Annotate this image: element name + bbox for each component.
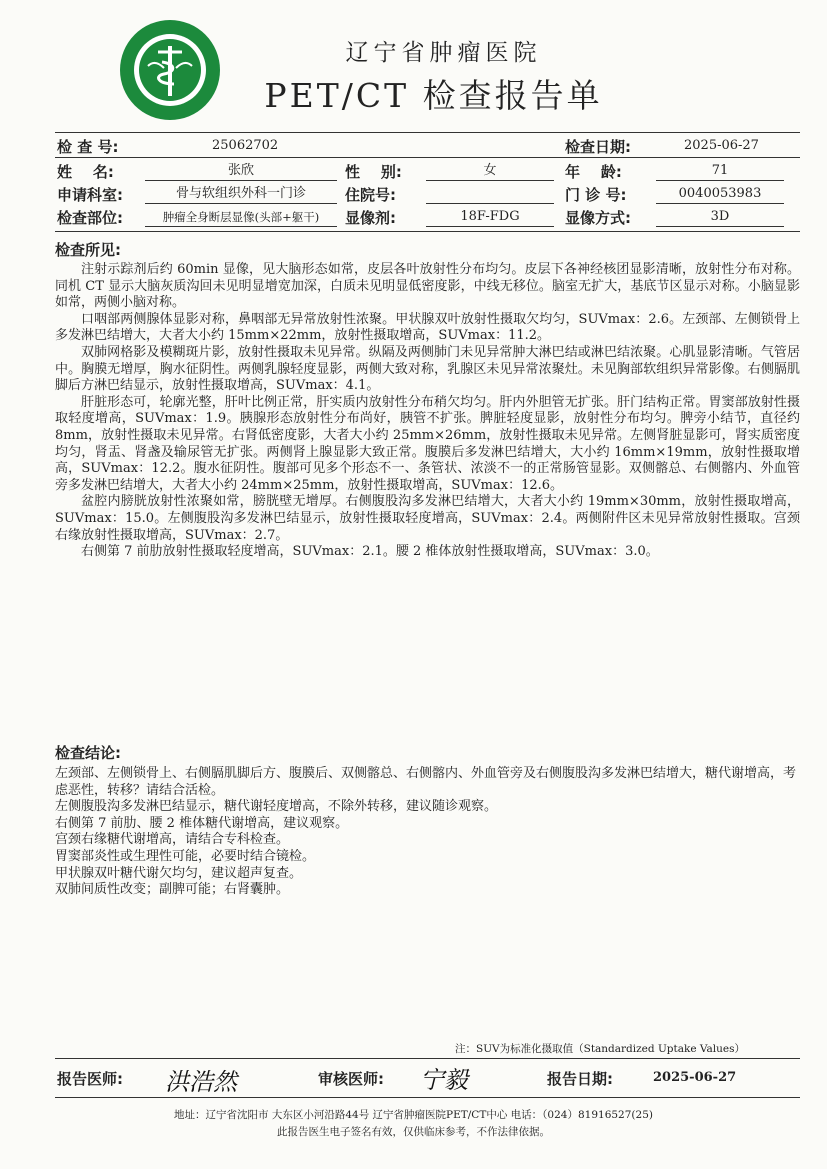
conclusion-line: 甲状腺双叶糖代谢欠均匀，建议超声复查。 — [55, 865, 303, 881]
conclusion-line: 宫颈右缘糖代谢增高，请结合专科检查。 — [55, 832, 290, 848]
gender-label: 性 别: — [345, 163, 402, 181]
findings-paragraph: 肝脏形态可，轮廓光整，肝叶比例正常，肝实质内放射性分布稍欠均匀。肝内外胆管无扩张。肝门结构正常。胃窦部放射性摄取轻度增高，SUVmax：1.9。胰腺形态放射性分布尚好，胰管不扩张。脾脏轻度显影，放射性分布均匀。脾旁小结节，直径约 8mm，放射性摄取未见异常。右肾低密度影，大者大小约 25mm×26mm，放射性摄取未见异常。左侧肾脏显影可，肾实质密度均匀，肾盂、肾盏及输尿管无扩张。两侧肾上腺显影大致正常。腹膜后多发淋巴结增大，大小约 16mm×19mm，放射性摄取增高，SUVmax：12.2。腹水征阴性。腹部可见多个形态不一、条管状、浓淡不一的正常肠管显影。双侧髂总、右侧髂内、外血管旁多发淋巴结增大，大者大小约 24mm×25mm，放射性摄取增高，SUVmax：12.6。 — [55, 394, 800, 493]
conclusion-heading: 检查结论: — [55, 744, 121, 762]
doctor-signature: 洪浩然 — [165, 1068, 237, 1096]
footer-divider — [55, 1097, 800, 1098]
inpatient-label: 住院号: — [345, 186, 396, 204]
findings-paragraph: 双肺网格影及模糊斑片影，放射性摄取未见异常。纵隔及两侧肺门未见异常肿大淋巴结或淋巴结浓聚。心肌显影清晰。气管居中。胸膜无增厚，胸水征阴性。两侧乳腺轻度显影，两侧大致对称，乳腺区未见异常浓聚灶。未见胸部软组织异常影像。右侧膈肌脚后方淋巴结显示，放射性摄取增高，SUVmax：4.1。 — [55, 344, 800, 394]
part-label: 检查部位: — [57, 209, 123, 227]
meta-bottom-divider — [55, 231, 800, 232]
inpatient-value — [426, 185, 554, 204]
findings-paragraph: 右侧第 7 前肋放射性摄取轻度增高，SUVmax：2.1。腰 2 椎体放射性摄取增高，SUVmax：3.0。 — [81, 544, 659, 560]
outpatient-value: 0040053983 — [656, 185, 784, 204]
part-value: 肿瘤全身断层显像(头部+躯干) — [145, 208, 337, 227]
suv-note: 注：SUV为标准化摄取值（Standardized Uptake Values） — [455, 1043, 746, 1055]
conclusion-line: 双肺间质性改变；副脾可能；右肾囊肿。 — [55, 882, 290, 898]
name-label: 姓 名: — [57, 163, 114, 181]
doctor-label: 报告医师: — [57, 1070, 123, 1088]
age-label: 年 龄: — [565, 163, 622, 181]
exam-no-label: 检 查 号: — [57, 138, 119, 156]
exam-date-label: 检查日期: — [565, 138, 631, 156]
dept-label: 申请科室: — [57, 186, 123, 204]
conclusion-line: 左颈部、左侧锁骨上、右侧膈肌脚后方、腹膜后、双侧髂总、右侧髂内、外血管旁及右侧腹股沟多发淋巴结增大，糖代谢增高，考虑恶性，转移？请结合活检。 — [55, 766, 797, 798]
agent-label: 显像剂: — [345, 209, 396, 227]
gender-value: 女 — [426, 162, 554, 181]
exam-date-value: 2025-06-27 — [684, 138, 759, 153]
outpatient-label: 门 诊 号: — [565, 186, 627, 204]
footer-disclaimer: 此报告医生电子签名有效，仅供临床参考，不作法律依据。 — [277, 1126, 550, 1138]
exam-no-value: 25062702 — [212, 138, 279, 153]
note-divider — [55, 1058, 800, 1059]
age-value: 71 — [656, 162, 784, 181]
reviewer-signature: 宁毅 — [420, 1066, 468, 1094]
findings-heading: 检查所见: — [55, 241, 121, 259]
conclusion-line: 左侧腹股沟多发淋巴结显示，糖代谢轻度增高，不除外转移，建议随诊观察。 — [55, 799, 498, 815]
footer-address: 地址：辽宁省沈阳市 大东区小河沿路44号 辽宁省肿瘤医院PET/CT中心 电话：（024）81916527(25) — [174, 1109, 653, 1121]
name-value: 张欣 — [145, 162, 337, 181]
findings-body — [55, 262, 800, 561]
conclusion-body — [55, 766, 800, 899]
dept-value: 骨与软组织外科一门诊 — [145, 185, 337, 204]
findings-paragraph: 盆腔内膀胱放射性浓聚如常，膀胱壁无增厚。右侧腹股沟多发淋巴结增大，大者大小约 19mm×30mm，放射性摄取增高，SUVmax：15.0。左侧腹股沟多发淋巴结显示，放射性摄取轻度增高，SUVmax：2.4。两侧附件区未见异常放射性摄取。宫颈右缘放射性摄取增高，SUVmax：2.7。 — [55, 494, 800, 543]
top-divider — [55, 132, 800, 133]
agent-value: 18F-FDG — [426, 208, 554, 227]
reviewer-label: 审核医师: — [318, 1070, 384, 1088]
conclusion-line: 胃窦部炎性或生理性可能，必要时结合镜检。 — [55, 848, 316, 864]
findings-paragraph: 口咽部两侧腺体显影对称，鼻咽部无异常放射性浓聚。甲状腺双叶放射性摄取欠均匀，SUVmax：2.6。左颈部、左侧锁骨上多发淋巴结增大，大者大小约 15mm×22mm，放射性摄取增高，SUVmax：11.2。 — [55, 311, 800, 344]
mode-value: 3D — [656, 208, 784, 227]
report-title: PET/CT 检查报告单 — [264, 76, 603, 115]
report-date-value: 2025-06-27 — [653, 1070, 737, 1085]
mode-label: 显像方式: — [565, 209, 631, 227]
findings-paragraph: 注射示踪剂后约 60min 显像，见大脑形态如常，皮层各叶放射性分布均匀。皮层下各神经核团显影清晰，放射性分布对称。同机 CT 显示大脑灰质沟回未见明显增宽加深，白质未见明显低密度影，中线无移位。脑室无扩大，基底节区显示对称。小脑显影如常，两侧小脑对称。 — [55, 262, 800, 311]
report-date-label: 报告日期: — [547, 1070, 613, 1088]
meta-divider — [55, 157, 800, 158]
conclusion-line: 右侧第 7 前肋、腰 2 椎体糖代谢增高，建议观察。 — [55, 815, 349, 831]
hospital-name: 辽宁省肿瘤医院 — [345, 40, 542, 66]
